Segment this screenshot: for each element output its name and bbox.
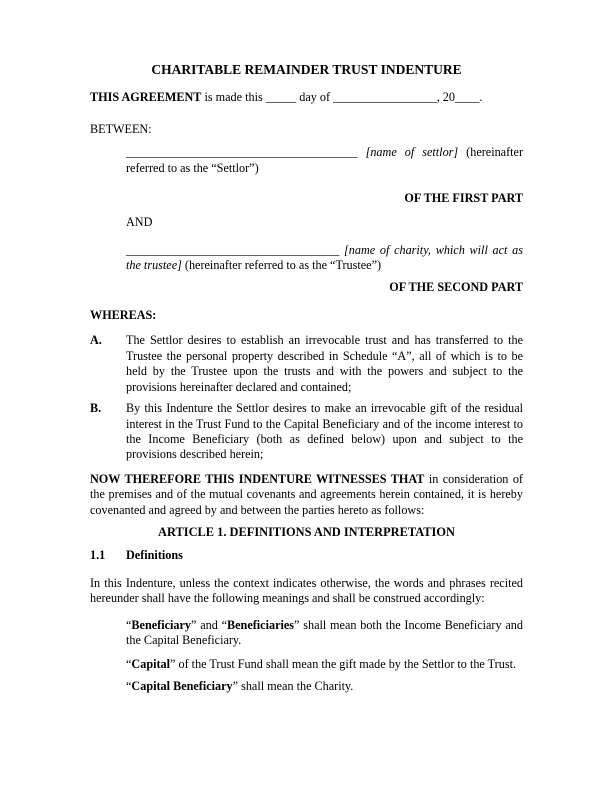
text-run: ______________________________________ xyxy=(126,145,366,160)
text-run: (hereinafter referred to as the “Trustee”) xyxy=(181,258,382,273)
text-run: Beneficiaries xyxy=(227,617,295,632)
text-run: “ xyxy=(126,678,132,693)
text-run: [name of charity, which will act as the trustee] xyxy=(126,242,523,273)
text-run: ” of the Trust Fund shall mean the gift made by the Settlor to the Trust. xyxy=(170,657,517,672)
second-part-label: OF THE SECOND PART xyxy=(389,279,523,294)
recital-b-letter: B. xyxy=(90,401,102,416)
text-run: (hereinafter referred to as the “Settlor”) xyxy=(126,145,524,175)
section-1-1-heading xyxy=(90,548,523,563)
now-therefore-clause xyxy=(90,472,523,518)
definition-beneficiary xyxy=(126,618,523,649)
text-run: Capital Beneficiary xyxy=(131,678,233,693)
first-part-label: OF THE FIRST PART xyxy=(404,191,523,206)
recital-b xyxy=(90,401,523,463)
text-run: NOW THEREFORE THIS INDENTURE WITNESSES THAT xyxy=(90,471,425,486)
article-1-heading: ARTICLE 1. DEFINITIONS AND INTERPRETATION xyxy=(158,524,455,539)
text-run: ” shall mean both the Income Beneficiary and the Capital Beneficiary. xyxy=(126,617,523,647)
text-run: ___________________________________ xyxy=(126,242,345,257)
text-run: ” and “ xyxy=(191,617,228,632)
settlor-name-clause xyxy=(126,145,523,176)
definition-capital-beneficiary xyxy=(126,679,523,694)
recital-a xyxy=(90,333,523,395)
recital-a-text: The Settlor desires to establish an irrevocable trust and has transferred to the Trustee the personal property described in Schedule “A”, all of which is to be held by the Trustee upon the trusts and with the powers and subject to the provisions hereinafter declared and contained; xyxy=(126,333,523,394)
text-run: is made this _____ day of _________________, 20____. xyxy=(201,90,483,105)
definitions-intro: In this Indenture, unless the context indicates otherwise, the words and phrases recited hereunder shall have the following meanings and shall be construed accordingly: xyxy=(90,575,523,606)
section-1-1-title: Definitions xyxy=(126,548,183,563)
text-run: Capital xyxy=(131,657,171,672)
text-run: “ xyxy=(126,657,132,672)
document-title: CHARITABLE REMAINDER TRUST INDENTURE xyxy=(151,62,462,77)
intro-clause xyxy=(90,90,523,105)
recital-b-text: By this Indenture the Settlor desires to make an irrevocable gift of the residual interest in the Trust Fund to the Capital Beneficiary and of the income interest to the Income Beneficiary (both as defined below) upon and subject to the provisions described herein; xyxy=(126,401,523,462)
text-run: THIS AGREEMENT xyxy=(90,90,202,105)
recital-a-letter: A. xyxy=(90,333,102,348)
text-run: Beneficiary xyxy=(131,617,191,632)
section-1-1-number: 1.1 xyxy=(90,548,106,563)
trustee-name-clause xyxy=(126,243,523,274)
text-run: “ xyxy=(126,617,132,632)
text-run: in consideration of the premises and of the mutual covenants and agreements herein contained, it is hereby covenanted and agreed by and between the parties hereto as follows: xyxy=(90,471,523,517)
text-run: [name of settlor] xyxy=(365,145,459,160)
whereas-label: WHEREAS: xyxy=(90,308,157,323)
definition-capital xyxy=(126,657,523,672)
between-label: BETWEEN: xyxy=(90,121,152,136)
and-label: AND xyxy=(126,215,153,230)
text-run: ” shall mean the Charity. xyxy=(232,678,354,693)
